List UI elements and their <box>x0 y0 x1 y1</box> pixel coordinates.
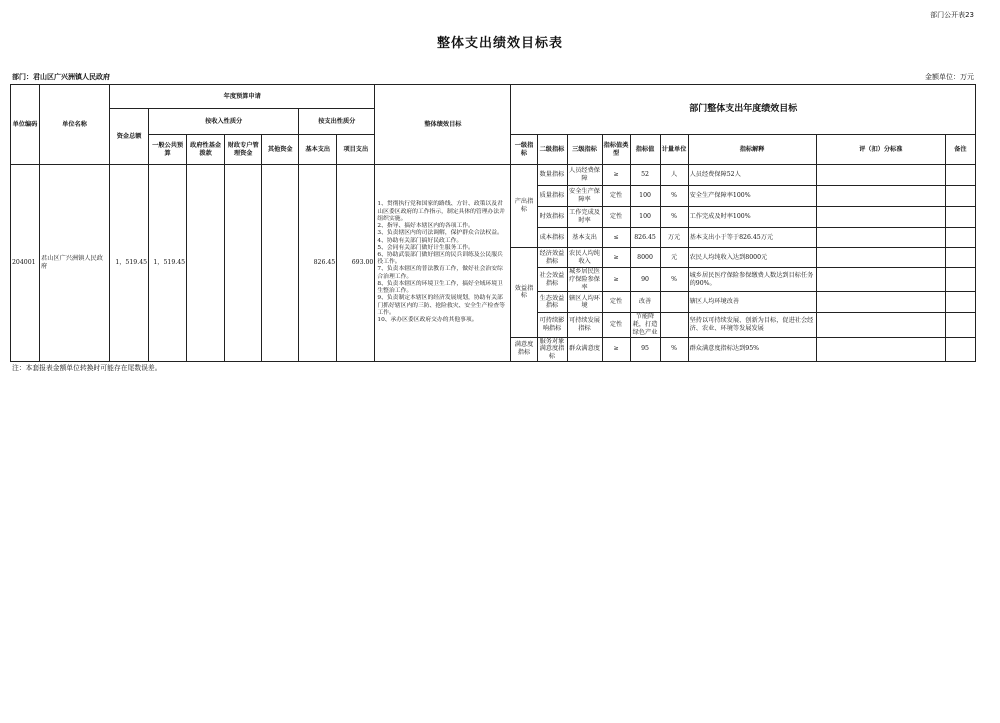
performance-table <box>10 84 976 362</box>
col-gov-fund: 政府性基金拨款 <box>187 135 225 165</box>
col-unit-code: 单位编码 <box>11 85 40 165</box>
ind-l2: 数量指标 <box>537 165 567 186</box>
ind-l3: 农民人均纯收入 <box>567 248 602 268</box>
col-by-income: 按收入性质分 <box>149 109 299 135</box>
record-total: 1，519.45 <box>110 165 149 362</box>
ind-unit <box>660 292 688 313</box>
ind-unit: % <box>660 186 688 207</box>
ind-type: ≥ <box>602 337 630 361</box>
record-basic: 826.45 <box>299 165 337 362</box>
record-general-public: 1，519.45 <box>149 165 187 362</box>
col-value-type: 指标值类型 <box>602 135 630 165</box>
ind-remark <box>945 207 975 228</box>
ind-value: 节能降耗，打造绿色产业 <box>630 313 660 337</box>
col-measure-unit: 计量单位 <box>660 135 688 165</box>
ind-value: 改善 <box>630 292 660 313</box>
col-fiscal-special: 财政专户管理资金 <box>225 135 262 165</box>
ind-value: 100 <box>630 186 660 207</box>
ind-l2: 生态效益指标 <box>537 292 567 313</box>
ind-explain: 基本支出小于等于826.45万元 <box>688 228 816 248</box>
col-level3: 三级指标 <box>567 135 602 165</box>
ind-unit: % <box>660 268 688 292</box>
col-remark: 备注 <box>945 135 975 165</box>
ind-l2: 可持续影响指标 <box>537 313 567 337</box>
ind-unit: 元 <box>660 248 688 268</box>
record-fiscal-special <box>225 165 262 362</box>
col-general-public: 一般公共预算 <box>149 135 187 165</box>
ind-explain: 人员经费保障52人 <box>688 165 816 186</box>
ind-value: 52 <box>630 165 660 186</box>
ind-remark <box>945 248 975 268</box>
level1-benefit: 效益指标 <box>511 248 537 338</box>
ind-remark <box>945 337 975 361</box>
ind-type: ≥ <box>602 165 630 186</box>
col-project-expense: 项目支出 <box>337 135 375 165</box>
col-level1: 一级指标 <box>511 135 537 165</box>
col-other-funds: 其他资金 <box>262 135 299 165</box>
ind-unit <box>660 313 688 337</box>
ind-remark <box>945 228 975 248</box>
ind-score <box>816 186 945 207</box>
col-explanation: 指标解释 <box>688 135 816 165</box>
ind-score <box>816 248 945 268</box>
ind-explain: 工作完成及时率100% <box>688 207 816 228</box>
ind-l3: 安全生产保障率 <box>567 186 602 207</box>
level1-output: 产出指标 <box>511 165 537 248</box>
col-scoring: 评（扣）分标准 <box>816 135 945 165</box>
col-level2: 二级指标 <box>537 135 567 165</box>
record-gov-fund <box>187 165 225 362</box>
record-project: 693.00 <box>337 165 375 362</box>
record-goal: 1、贯彻执行党和国家的路线、方针、政策以及君山区委区政府的工作指示，制定具体的管理办法并组织实施。 2、指导、搞好本辖区内的各项工作。 3、负责辖区内的司法调解，保护群众合法权益。 4、协助有关部门搞好民政工作。 5、会同有关部门做好计生服务工作。 6、协助武装部门做好辖区的民兵训练及公民服兵役工作。 7、负责本辖区的普法教育工作，做好社会治安综合治理工作。 8、负责本辖区的环境卫生工作，搞好全域环境卫生整治工作。 9、负责制定本辖区的经济发展规划，协助有关部门抓好辖区内的三防、抢险救灾、安全生产检查等工作。 10、承办区委区政府交办的其他事项。 <box>375 165 511 362</box>
ind-l2: 经济效益指标 <box>537 248 567 268</box>
ind-unit: % <box>660 207 688 228</box>
ind-remark <box>945 313 975 337</box>
ind-l2: 时效指标 <box>537 207 567 228</box>
ind-type: 定性 <box>602 292 630 313</box>
ind-explain: 城乡居民医疗保险参保缴费人数达到目标任务的90%。 <box>688 268 816 292</box>
table-row <box>11 165 976 186</box>
ind-score <box>816 337 945 361</box>
ind-l3: 可持续发展指标 <box>567 313 602 337</box>
ind-explain: 辖区人均环境改善 <box>688 292 816 313</box>
col-basic-expense: 基本支出 <box>299 135 337 165</box>
ind-value: 826.45 <box>630 228 660 248</box>
col-unit-name: 单位名称 <box>40 85 110 165</box>
ind-l2: 社会效益指标 <box>537 268 567 292</box>
ind-value: 95 <box>630 337 660 361</box>
ind-remark <box>945 186 975 207</box>
ind-explain: 农民人均纯收入达到8000元 <box>688 248 816 268</box>
ind-value: 100 <box>630 207 660 228</box>
ind-type: ≥ <box>602 268 630 292</box>
col-overall-goal: 整体绩效目标 <box>375 85 511 165</box>
ind-remark <box>945 165 975 186</box>
footnote: 注：本套报表金额单位转换时可能存在尾数误差。 <box>12 364 162 372</box>
amount-unit-label: 金额单位：万元 <box>925 73 974 81</box>
ind-type: ≥ <box>602 248 630 268</box>
department-label: 部门：君山区广兴洲镇人民政府 <box>12 73 110 81</box>
ind-unit: 万元 <box>660 228 688 248</box>
page-title: 整体支出绩效目标表 <box>436 36 563 51</box>
record-other <box>262 165 299 362</box>
ind-type: 定性 <box>602 207 630 228</box>
ind-l3: 城乡居民医疗保险参保率 <box>567 268 602 292</box>
col-dept-target: 部门整体支出年度绩效目标 <box>511 85 976 135</box>
ind-explain: 安全生产保障率100% <box>688 186 816 207</box>
ind-remark <box>945 268 975 292</box>
ind-score <box>816 207 945 228</box>
record-name: 君山区广兴洲镇人民政府 <box>40 165 110 362</box>
table-code: 部门公开表23 <box>930 11 974 19</box>
ind-score <box>816 228 945 248</box>
record-code: 204001 <box>11 165 40 362</box>
ind-explain: 群众满意度指标达到95% <box>688 337 816 361</box>
ind-remark <box>945 292 975 313</box>
ind-l2: 质量指标 <box>537 186 567 207</box>
level1-satisfaction: 满意度指标 <box>511 337 537 361</box>
col-value: 指标值 <box>630 135 660 165</box>
col-total-funds: 资金总额 <box>110 109 149 165</box>
ind-type: 定性 <box>602 313 630 337</box>
ind-type: 定性 <box>602 186 630 207</box>
ind-l3: 工作完成及时率 <box>567 207 602 228</box>
ind-value: 8000 <box>630 248 660 268</box>
ind-l2: 成本指标 <box>537 228 567 248</box>
ind-score <box>816 268 945 292</box>
ind-explain: 坚持以可持续发展、创新为目标，促进社会经济、农业、环境等发展发展 <box>688 313 816 337</box>
col-annual-budget: 年度预算申请 <box>110 85 375 109</box>
ind-score <box>816 292 945 313</box>
ind-score <box>816 165 945 186</box>
ind-l3: 群众满意度 <box>567 337 602 361</box>
ind-l3: 辖区人均环境 <box>567 292 602 313</box>
ind-unit: % <box>660 337 688 361</box>
col-by-expense: 按支出性质分 <box>299 109 375 135</box>
ind-score <box>816 313 945 337</box>
ind-value: 90 <box>630 268 660 292</box>
ind-l2: 服务对象满意度指标 <box>537 337 567 361</box>
ind-l3: 人员经费保障 <box>567 165 602 186</box>
ind-type: ≤ <box>602 228 630 248</box>
ind-l3: 基本支出 <box>567 228 602 248</box>
ind-unit: 人 <box>660 165 688 186</box>
